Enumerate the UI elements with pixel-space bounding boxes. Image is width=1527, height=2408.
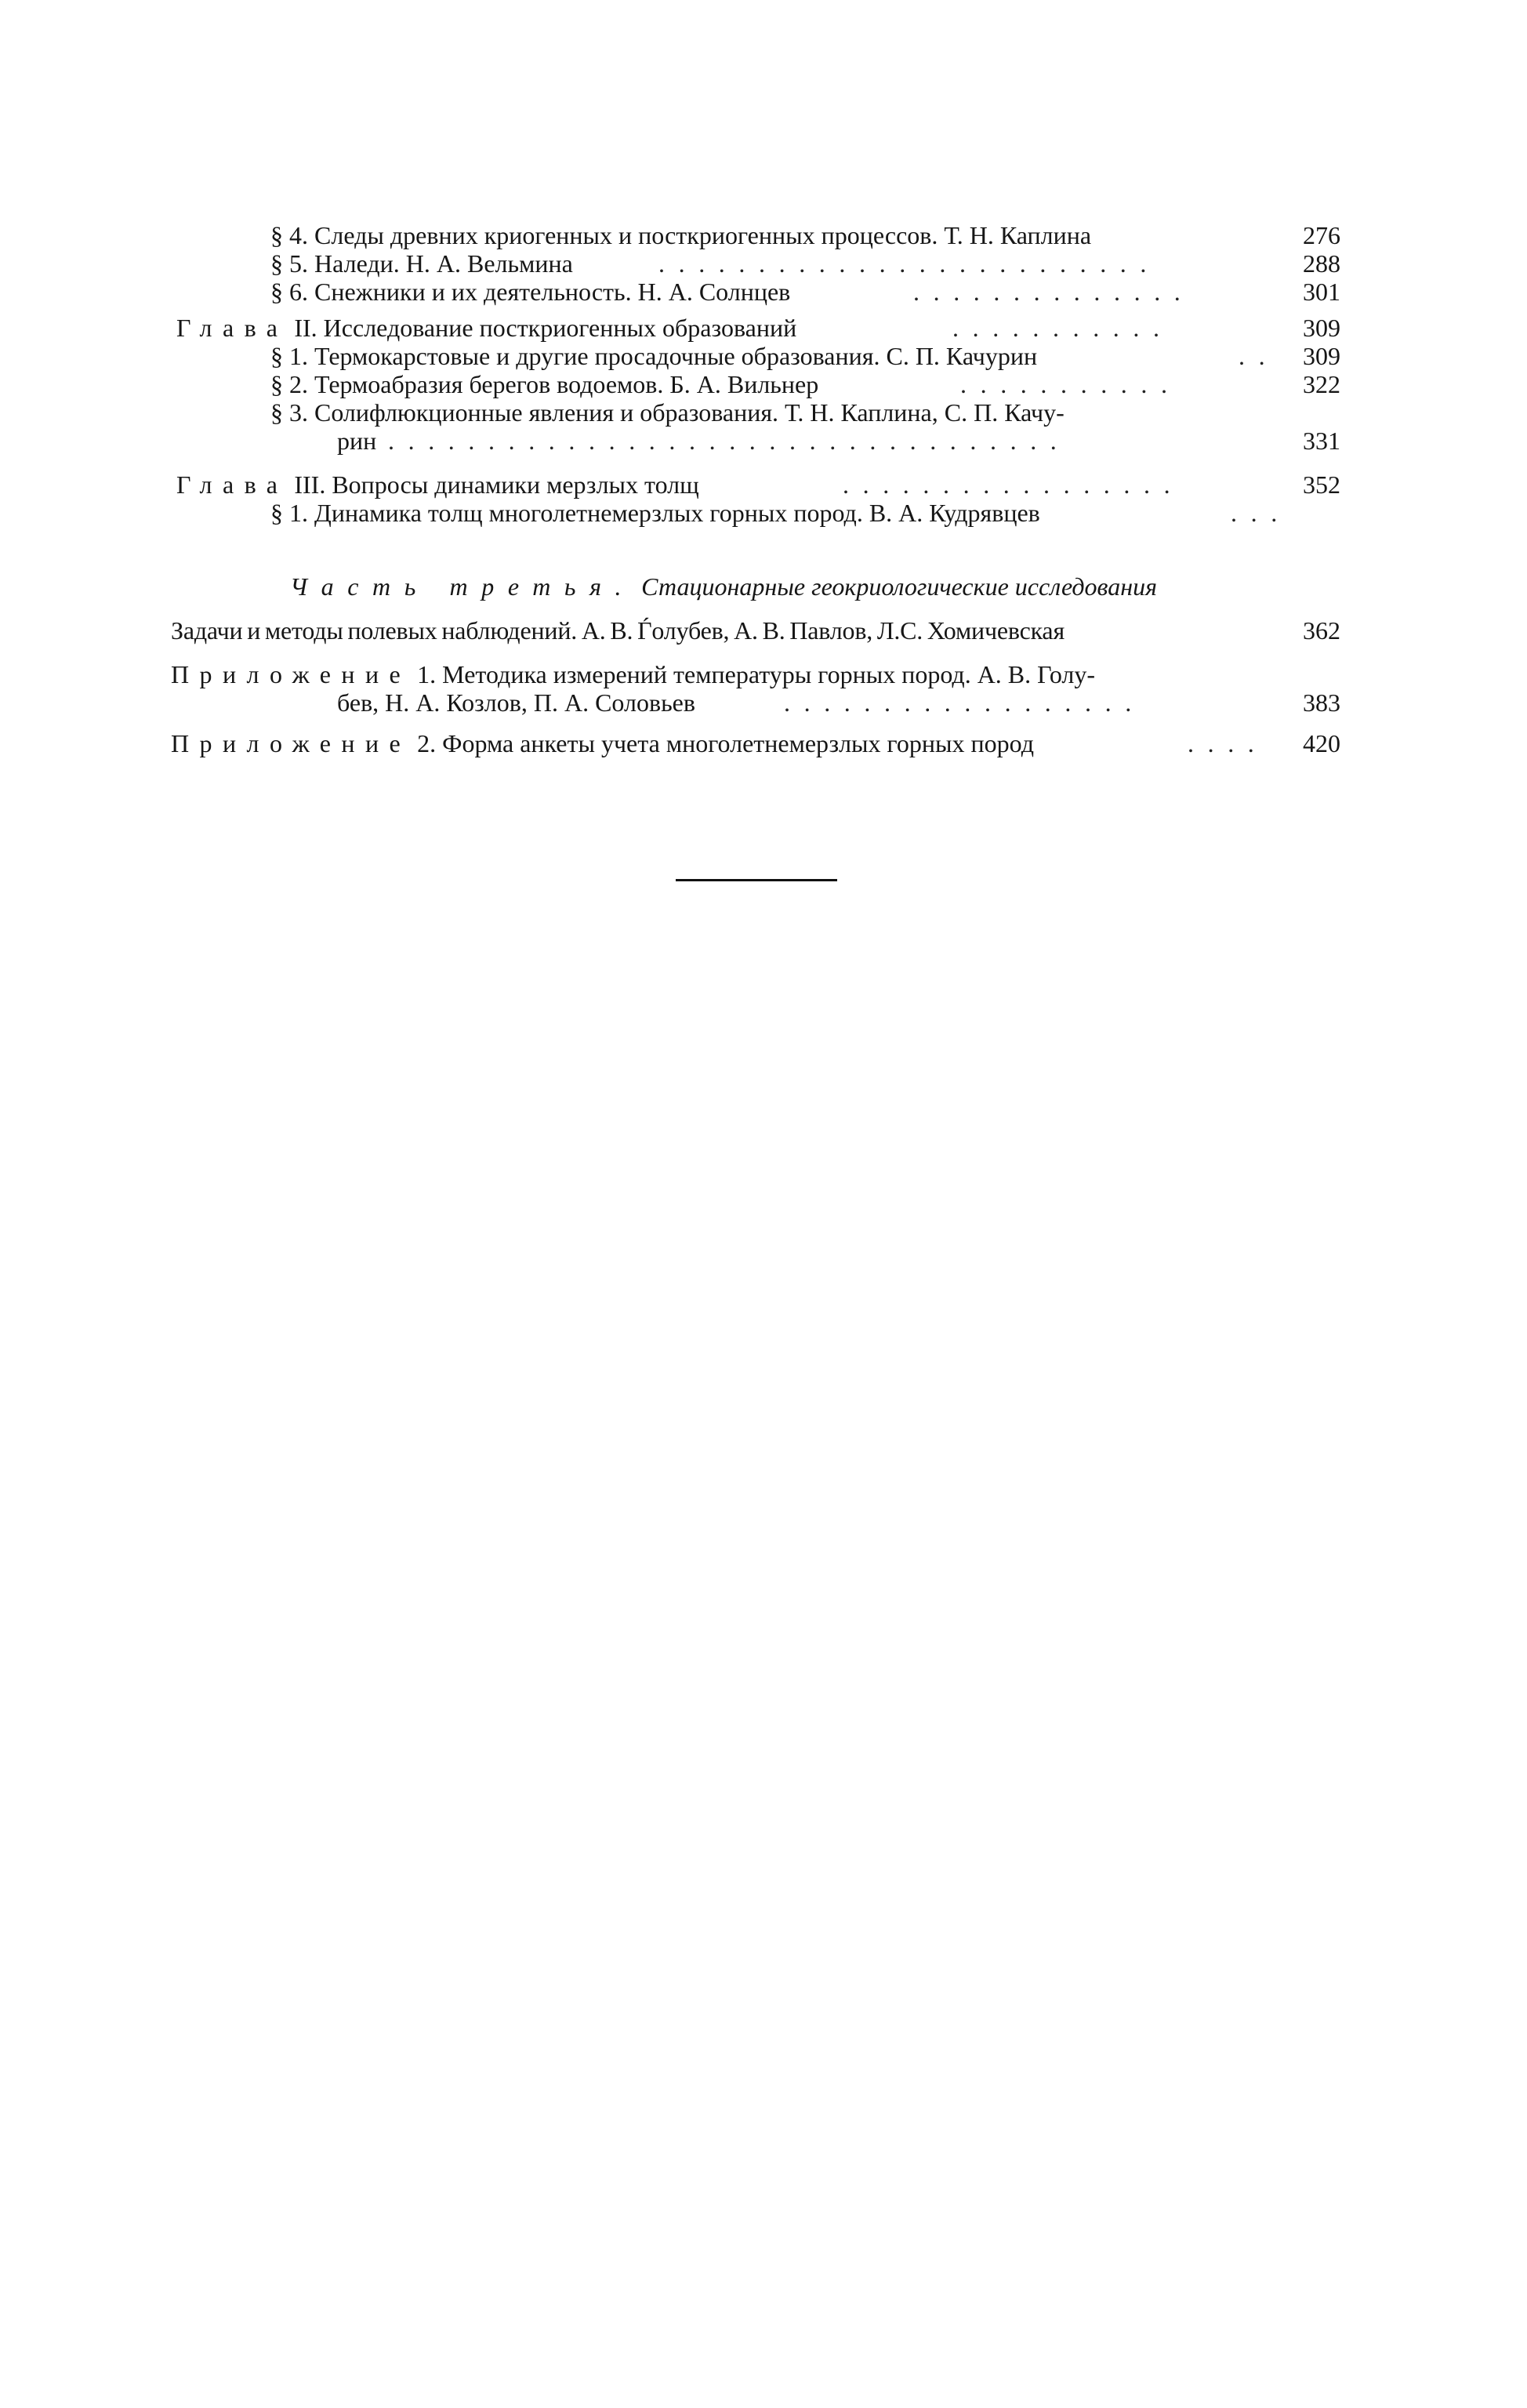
toc-leader-dots: ........... <box>960 370 1181 398</box>
toc-entry-section-4 <box>270 221 1282 249</box>
end-rule-divider <box>676 879 837 881</box>
toc-leader-dots: .... <box>1188 729 1268 757</box>
toc-page-number: 322 <box>1303 370 1340 398</box>
toc-entry-text: § 2. Термоабразия берегов водоемов. Б. А. Вильнер <box>270 370 819 398</box>
toc-entry-text: рин <box>337 427 377 455</box>
toc-entry-appendix-1 <box>171 660 1268 688</box>
toc-entry-chapter-2 <box>176 314 796 342</box>
toc-entry-continuation <box>337 688 695 717</box>
toc-entry-chapter-3 <box>176 470 699 499</box>
toc-entry-section-1 <box>270 342 1037 370</box>
toc-entry-section-3 <box>270 398 1282 427</box>
toc-leader-dots: ................. <box>843 470 1184 499</box>
appendix-label: Приложение <box>171 660 412 688</box>
toc-leader-dots: ......................... <box>658 249 1160 278</box>
toc-entry-text: бев, Н. А. Козлов, П. А. Соловьев <box>337 688 695 717</box>
toc-entry-appendix-2 <box>171 729 1034 757</box>
toc-page-number: 301 <box>1303 278 1340 306</box>
toc-leader-dots: ........... <box>952 314 1173 342</box>
chapter-label: Глава <box>176 314 288 342</box>
toc-entry-text: 1. Методика измерений температуры горных пород. А. В. Голу- <box>417 660 1096 688</box>
toc-page-number: 276 <box>1303 221 1340 249</box>
toc-page-number: 309 <box>1303 342 1340 370</box>
toc-entry-text: 2. Форма анкеты учета многолетнемерзлых горных пород <box>417 729 1034 757</box>
table-of-contents <box>0 0 1527 784</box>
toc-leader-dots: .............. <box>913 278 1195 306</box>
toc-entry-continuation <box>337 427 376 455</box>
toc-page-number: 331 <box>1303 427 1340 455</box>
toc-entry-text: § 4. Следы древних криогенных и посткриогенных процессов. Т. Н. Каплина <box>270 221 1092 249</box>
part-label: Часть третья. <box>290 572 636 601</box>
appendix-label: Приложение <box>171 729 412 757</box>
toc-entry-text: § 6. Снежники и их деятельность. Н. А. Солнцев <box>270 278 791 306</box>
toc-entry-text: § 5. Наледи. Н. А. Вельмина <box>270 249 573 278</box>
toc-leader-dots: .................................. <box>388 427 1071 455</box>
toc-entry-text: § 1. Динамика толщ многолетнемерзлых горных пород. В. А. Кудрявцев <box>270 499 1040 527</box>
toc-page-number: 352 <box>1303 470 1340 499</box>
toc-entry-text: § 3. Солифлюкционные явления и образования. Т. Н. Каплина, С. П. Качу- <box>270 398 1065 427</box>
toc-entry-text: III. Вопросы динамики мерзлых толщ <box>294 470 699 499</box>
toc-page-number: 309 <box>1303 314 1340 342</box>
toc-entry-text: Задачи и методы полевых наблюдений. А. В. Ѓолубев, А. В. Павлов, Л.С. Хомичевская <box>171 616 1065 645</box>
part-heading <box>290 571 1157 602</box>
part-title: Стационарные геокриологические исследования <box>641 572 1157 601</box>
toc-entry-text: II. Исследование посткриогенных образований <box>294 314 797 342</box>
toc-entry-section-2 <box>270 370 818 398</box>
toc-entry-section-1-dynamics <box>270 499 1040 527</box>
toc-page-number: 420 <box>1303 729 1340 757</box>
toc-page-number: 362 <box>1303 616 1340 645</box>
toc-entry-text: § 1. Термокарстовые и другие просадочные образования. С. П. Качурин <box>270 342 1038 370</box>
toc-entry-section-6 <box>270 278 790 306</box>
toc-leader-dots: .................. <box>784 688 1145 717</box>
toc-leader-dots: .. <box>1239 342 1279 370</box>
toc-entry-tasks-methods <box>171 616 1268 645</box>
chapter-label: Глава <box>176 470 288 499</box>
toc-leader-dots: ... <box>1231 499 1291 527</box>
toc-page-number: 288 <box>1303 249 1340 278</box>
toc-page-number: 383 <box>1303 688 1340 717</box>
toc-entry-section-5 <box>270 249 573 278</box>
